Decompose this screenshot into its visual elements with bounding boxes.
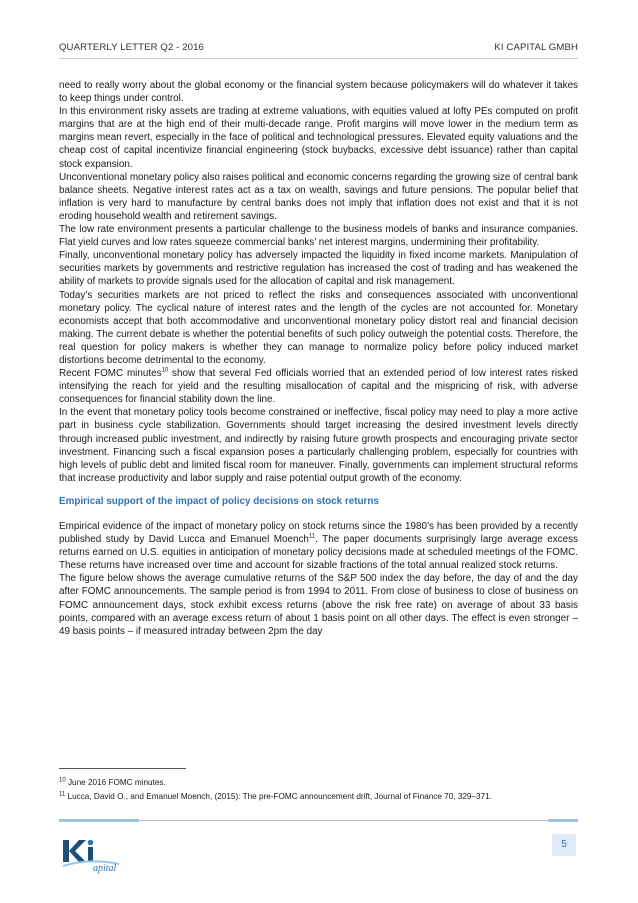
paragraph-empirical: Empirical evidence of the impact of monetary policy on stock returns since the 1980’s has been provided by a recently published study by David Lucca and Emanuel Moench$^{11}$. The paper documents surprisingly large average excess returns earned on U.S. equities in anticipation of monetary policy decisions made at scheduled meetings of the FOMC. These returns have increased over time and account for sizable fractions of the total annual realized stock returns. xyxy=(59,521,578,572)
paragraph: The low rate environment presents a particular challenge to the business models of banks and insurance companies. Flat yield curves and low rates squeeze commercial banks’ net interest margins, undermining their profitability. xyxy=(59,224,578,249)
footnote: $^{10}$ June 2016 FOMC minutes. xyxy=(59,777,166,787)
paragraph: Finally, unconventional monetary policy has adversely impacted the liquidity in fixed income markets. Manipulation of securities markets by governments and restrictive regulation has increased the cost of trading and has weakened the ability of markets to provide signals used for the allocation of capital and risk management. xyxy=(59,250,578,288)
section-heading: Empirical support of the impact of policy decisions on stock returns xyxy=(59,495,379,507)
page-number: 5 xyxy=(552,834,576,856)
svg-text:apital: apital xyxy=(93,863,117,874)
footnote-divider xyxy=(59,768,186,769)
footnote-ref: 10 xyxy=(161,367,169,374)
paragraph: In the event that monetary policy tools become constrained or ineffective, fiscal policy may need to play a more active part in business cycle stabilization. Governments should target increasing the desired investment levels directly through increased public investment, and indirectly by raising future growth prospects and encouraging private sector investment. Financing such a fiscal expansion poses a particularly challenging problem, especially for countries with high levels of public debt and limited fiscal room for maneuver. Finally, governments can implement structural reforms that increase productivity and labor supply and raise potential output growth of the economy. xyxy=(59,407,578,484)
header-company: KI CAPITAL GMBH xyxy=(494,42,578,53)
header-divider xyxy=(59,58,578,59)
page-header xyxy=(59,42,578,53)
footer-accent-left xyxy=(59,819,139,822)
paragraph: Unconventional monetary policy also raises political and economic concerns regarding the growing size of central bank balance sheets. Negative interest rates act as a tax on wealth, savings and future pensions. The popular belief that inflation is very hard to manufacture by central banks does not imply that inflation does not exist and that it is not eroding household wealth and retirement savings. xyxy=(59,171,578,222)
paragraph-fomc: Recent FOMC minutes$^{10}$ show that several Fed officials worried that an extended period of low interest rates risked intensifying the reach for yield and the resulting misallocation of capital and the mispricing of risk, with adverse consequences for financial stability down the line. xyxy=(59,367,578,406)
footnotes xyxy=(59,776,578,803)
paragraph: In this environment risky assets are trading at extreme valuations, with equities valued at lofty PEs computed on profit margins that are at the high end of their multi-decade range. Profit margins will move lower in the medium term as margins mean revert, especially in the face of political and technological pressures. Elevated equity valuations and the cheap cost of capital incentivize financial engineering (stock buybacks, excessive debt issuance) rather than capital stock expansion. xyxy=(59,106,578,170)
ki-capital-logo xyxy=(59,834,139,874)
header-title: QUARTERLY LETTER Q2 - 2016 xyxy=(59,42,204,53)
footer-accent-right xyxy=(548,819,578,822)
paragraph: need to really worry about the global economy or the financial system because policymakers will do whatever it takes to keep things under control. xyxy=(59,80,578,105)
body-text xyxy=(59,79,578,638)
paragraph: The figure below shows the average cumulative returns of the S&P 500 index the day before, the day of and the day after FOMC announcements. The sample period is from 1994 to 2011. From close of business to close of business on FOMC announcement days, stock exhibit excess returns (above the risk free rate) on average of about 33 basis points, compared with an average excess return of about 1 basis point on all other days. The effect is even stronger – 49 basis points – if measured intraday between 2pm the day xyxy=(59,573,578,637)
footnote: $^{11}$ Lucca, David O., and Emanuel Moench, (2015): The pre-FOMC announcement drift, Journal of Finance 70, 329–371. xyxy=(59,790,492,801)
footnote-ref: 11 xyxy=(308,533,316,540)
paragraph: Today’s securities markets are not priced to reflect the risks and consequences associated with unconventional monetary policy. The cyclical nature of interest rates and the length of the cycles are not accounted for. Monetary economists accept that both accommodative and unconventional monetary policy distort real and financial decision making. The current debate is whether the potential benefits of such policy outweigh the potential costs. Therefore, the real question for policy makers is whether they can manage to normalize policy before policy induced market distortions become detrimental to the economy. xyxy=(59,289,578,366)
